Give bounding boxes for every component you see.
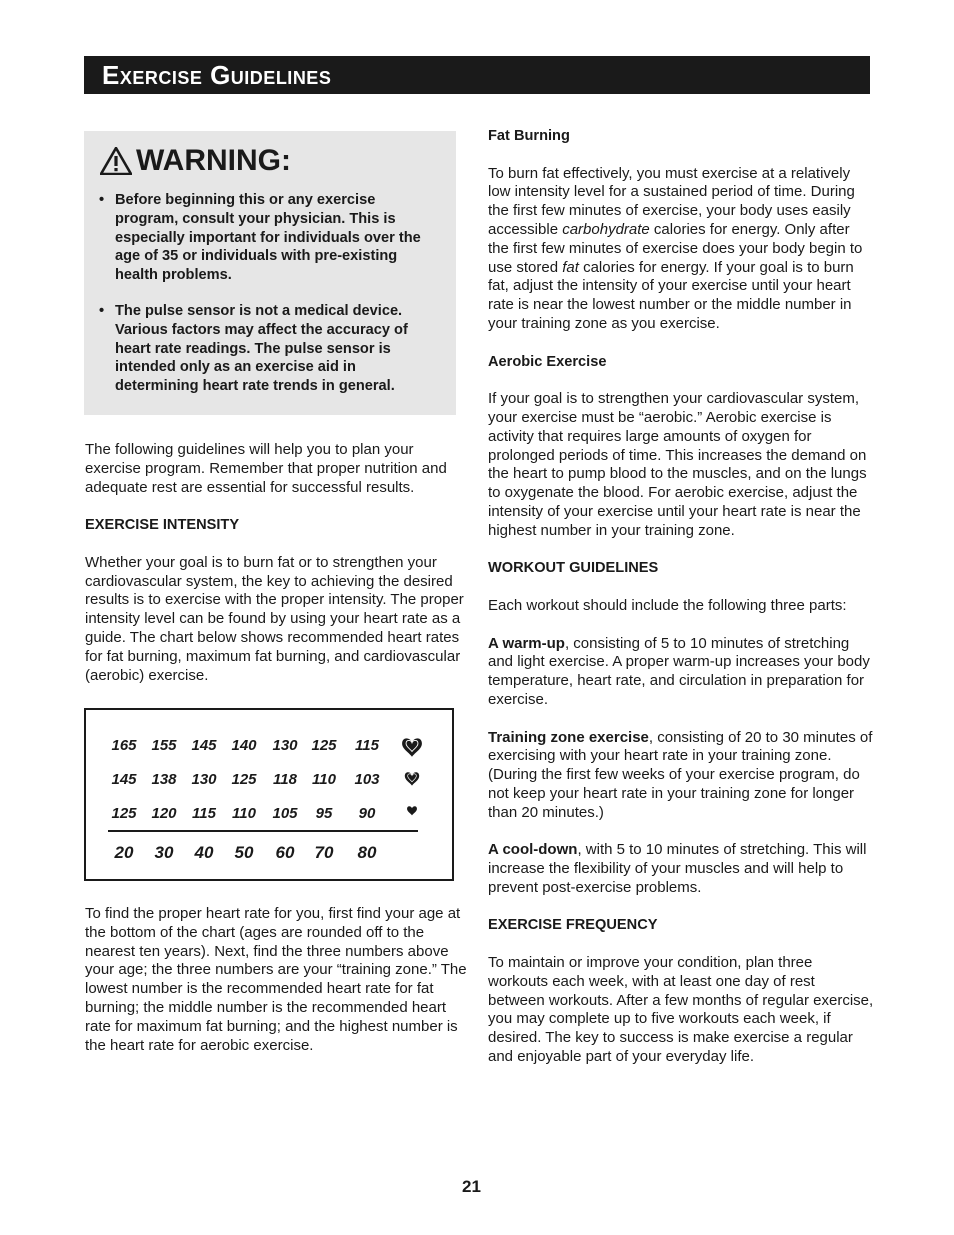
- heart-medium-icon: [405, 772, 419, 785]
- warning-heading: WARNING:: [136, 144, 291, 177]
- training-zone-description: , consisting of 20 to 30 minutes of exercising with your heart rate in your training zone. (During the first few weeks of your exercise program, do not keep your heart rate in your training zone for longer than 20 minutes.): [488, 728, 873, 821]
- heart-rate-value: 140: [231, 737, 257, 754]
- heart-rate-value: 125: [311, 737, 337, 754]
- cool-down-label: A cool-down: [488, 841, 578, 859]
- exercise-frequency-text: To maintain or improve your condition, plan three workouts each week, with at least one day of rest between workouts. After a few months of regular exercise, you may complete up to five workouts each week, if desired. The key to success is make exercise a regular and enjoyable part of your everyday life.: [488, 954, 874, 1066]
- heart-rate-value: 125: [231, 771, 257, 788]
- title-bar: [84, 56, 870, 94]
- age-value: 60: [275, 843, 295, 862]
- warning-item: • Before beginning this or any exercise program, consult your physician. This is especially important for individuals over the age of 35 or individuals with pre-existing health problems.: [99, 191, 439, 285]
- heart-rate-value: 110: [312, 771, 336, 788]
- heart-rate-value: 155: [151, 737, 177, 754]
- intro-paragraph: [85, 441, 467, 704]
- age-value: 40: [194, 843, 214, 862]
- heart-rate-value: 118: [273, 771, 297, 788]
- heart-rate-value: 115: [355, 737, 379, 754]
- age-value: 50: [234, 843, 254, 862]
- heart-rate-value: 125: [111, 805, 137, 822]
- heart-rate-value: 145: [111, 771, 137, 788]
- carbohydrate-emphasis: carbohydrate: [562, 220, 650, 238]
- heart-rate-value: 165: [111, 737, 137, 754]
- heart-rate-value: 105: [272, 805, 298, 822]
- heart-rate-value: 90: [358, 805, 376, 822]
- warning-header: [100, 143, 291, 179]
- exercise-intensity-text: Whether your goal is to burn fat or to strengthen your cardiovascular system, the key to achieving the desired results is to exercise with the proper intensity. The proper intensity level can be found by using your heart rate as a guide. The chart below shows recommended heart rates for fat burning, maximum fat burning, and cardiovascular (aerobic) exercise.: [85, 553, 464, 684]
- heart-rate-value: 145: [191, 737, 217, 754]
- exercise-frequency-heading: EXERCISE FREQUENCY: [488, 917, 658, 934]
- intro-text: The following guidelines will help you to plan your exercise program. Remember that proper nutrition and adequate rest are essential for successful results.: [85, 441, 447, 496]
- find-heart-rate-text: To find the proper heart rate for you, first find your age at the bottom of the chart (ages are rounded off to the nearest ten years). Next, find the three numbers above your age; the three numbers are your “training zone.” The lowest number is the recommended heart rate for fat burning; the middle number is the recommended heart rate for maximum fat burning; and the highest number is the heart rate for aerobic exercise.: [85, 905, 467, 1054]
- warm-up-label: A warm-up: [488, 634, 565, 652]
- aerobic-heading: Aerobic Exercise: [488, 353, 607, 370]
- fat-burning-text-part: To burn fat effectively, you must exercise at a relatively low intensity level for a sustained period of time. During the first few minutes of exercise, your body uses easily accessible: [488, 164, 855, 238]
- heart-rate-chart: [84, 708, 454, 881]
- training-zone-label: Training zone exercise: [488, 728, 649, 746]
- training-zone-text: [488, 729, 874, 823]
- heart-rate-value: 95: [315, 805, 333, 822]
- exercise-intensity-heading: EXERCISE INTENSITY: [85, 517, 240, 534]
- fat-burning-text-part: calories for energy. Only after the first few minutes of exercise does your body begin to use stored: [488, 220, 863, 276]
- age-value: 30: [154, 843, 174, 862]
- cool-down-description: , with 5 to 10 minutes of stretching. This will increase the flexibility of your muscles and will help to prevent post-exercise problems.: [488, 841, 867, 896]
- age-value: 20: [114, 843, 134, 862]
- heart-rate-value: 110: [232, 805, 256, 822]
- heart-large-icon: [402, 738, 422, 756]
- page-title: Exercise Guidelines: [102, 60, 332, 90]
- heart-small-icon: [407, 806, 417, 815]
- workout-intro: Each workout should include the following three parts:: [488, 596, 847, 614]
- warm-up-text: [488, 635, 874, 710]
- heart-rate-value: 103: [354, 771, 380, 788]
- page-number: 21: [462, 1177, 481, 1196]
- warning-item: • The pulse sensor is not a medical device. Various factors may affect the accuracy of heart rate readings. The pulse sensor is intended only as an exercise aid in determining heart rate trends in general.: [99, 302, 439, 396]
- warning-box: [84, 131, 456, 415]
- heart-rate-value: 130: [191, 771, 217, 788]
- cool-down-text: [488, 841, 874, 897]
- fat-burning-text: [488, 165, 874, 334]
- heart-rate-value: 130: [272, 737, 298, 754]
- heart-rate-chart-svg: [86, 710, 452, 879]
- find-heart-rate-paragraph: [85, 905, 467, 1074]
- workout-guidelines-heading: WORKOUT GUIDELINES: [488, 560, 659, 577]
- heart-rate-value: 115: [192, 805, 216, 822]
- fat-emphasis: fat: [562, 258, 579, 276]
- warm-up-description: , consisting of 5 to 10 minutes of stretching and light exercise. A proper warm-up increases your body temperature, heart rate, and circulation in preparation for exercise.: [488, 634, 870, 708]
- right-column: [488, 127, 874, 1086]
- age-value: 70: [314, 843, 334, 862]
- heart-rate-value: 120: [151, 805, 177, 822]
- warning-list: [99, 191, 439, 413]
- age-value: 80: [357, 843, 377, 862]
- fat-burning-heading: Fat Burning: [488, 128, 570, 144]
- fat-burning-text-part: calories for energy. If your goal is to burn fat, adjust the intensity of your exercise until your heart rate is near the lowest number or the middle number in your training zone as you exercise.: [488, 258, 854, 332]
- heart-rate-value: 138: [151, 771, 177, 788]
- warning-triangle-icon: [100, 147, 132, 175]
- aerobic-text: If your goal is to strengthen your cardiovascular system, your exercise must be “aerobic.” Aerobic exercise is activity that requires large amounts of oxygen for prolonged periods of time. This increases the demand on the heart to pump blood to the muscles, and on the lungs to oxygenate the blood. For aerobic exercise, adjust the intensity of your exercise until your heart rate is near the highest number in your training zone.: [488, 390, 867, 539]
